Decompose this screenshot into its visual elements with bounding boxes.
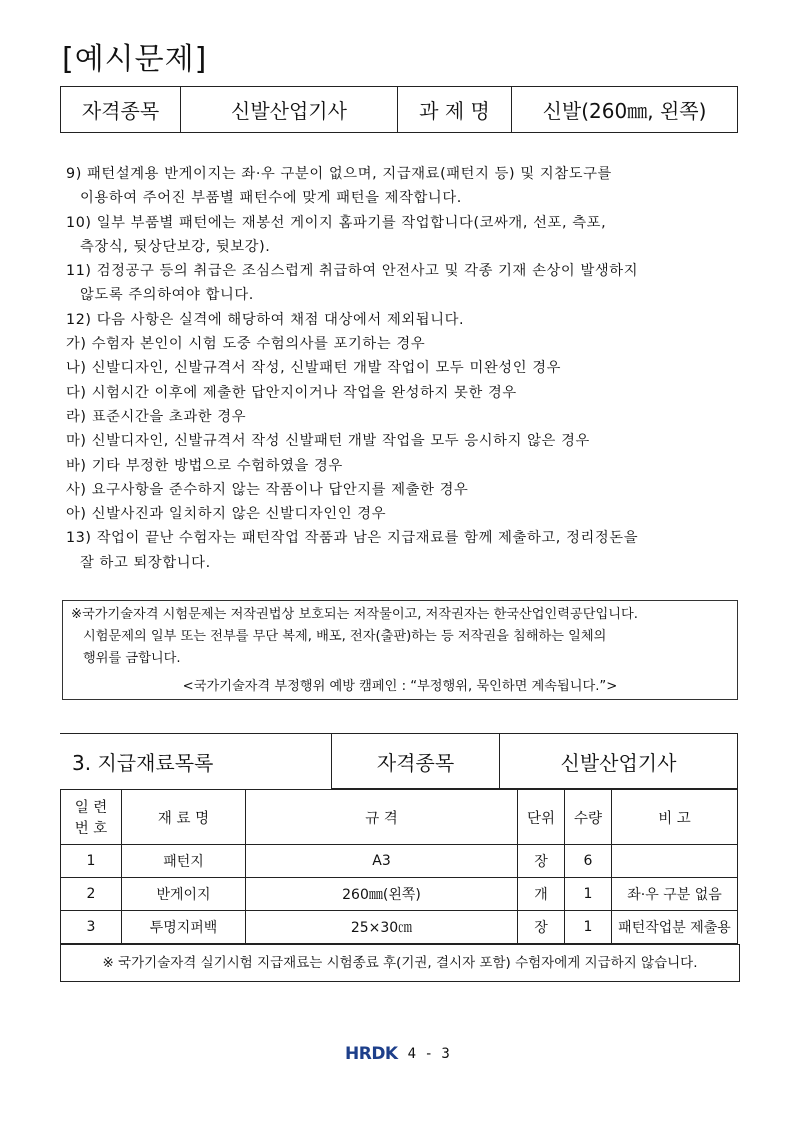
cell-name: 패턴지 bbox=[122, 845, 246, 878]
instruction-line: 가) 수험자 본인이 시험 도중 수험의사를 포기하는 경우 bbox=[66, 336, 426, 353]
materials-notice: ※ 국가기술자격 실기시험 지급재료는 시험종료 후(기권, 결시자 포함) 수험자에게 지급하지 않습니다. bbox=[60, 944, 740, 982]
materials-section-title: 3. 지급재료목록 bbox=[60, 734, 332, 789]
materials-header bbox=[60, 733, 738, 789]
instruction-line: 9) 패턴설계용 반게이지는 좌·우 구분이 없으며, 지급재료(패턴지 등) 및 지참도구를 bbox=[66, 166, 612, 182]
task-value: 신발(260㎜, 왼쪽) bbox=[512, 87, 738, 133]
column-header-name: 재 료 명 bbox=[122, 790, 246, 845]
table-row bbox=[61, 845, 738, 878]
qualification-value: 신발산업기사 bbox=[181, 87, 398, 133]
qualification-label: 자격종목 bbox=[61, 87, 181, 133]
materials-table bbox=[60, 789, 738, 944]
cell-note: 패턴작업분 제출용 bbox=[612, 911, 738, 944]
instruction-line: 사) 요구사항을 준수하지 않는 작품이나 답안지를 제출한 경우 bbox=[66, 481, 469, 498]
copyright-line: 시험문제의 일부 또는 전부를 무단 복제, 배포, 전자(출판)하는 등 저작권을 침해하는 일체의 bbox=[83, 629, 607, 644]
cell-unit: 장 bbox=[518, 911, 565, 944]
instruction-line: 11) 검정공구 등의 취급은 조심스럽게 취급하여 안전사고 및 각종 기재 손상이 발생하지 bbox=[66, 263, 639, 280]
page-title: [예시문제] bbox=[62, 42, 208, 77]
cell-qty: 1 bbox=[565, 911, 612, 944]
cell-qty: 1 bbox=[565, 878, 612, 911]
instruction-line: 마) 신발디자인, 신발규격서 작성 신발패턴 개발 작업을 모두 응시하지 않은 경우 bbox=[66, 433, 590, 450]
instruction-line: 바) 기타 부정한 방법으로 수험하였을 경우 bbox=[66, 457, 343, 474]
cell-no: 2 bbox=[61, 878, 122, 911]
cell-qty: 6 bbox=[565, 845, 612, 878]
cell-spec: 25×30㎝ bbox=[246, 911, 518, 944]
instruction-line: 10) 일부 부품별 패턴에는 재봉선 게이지 홈파기를 작업합니다(코싸개, 선포, 측포, bbox=[66, 214, 607, 231]
column-header-spec: 규 격 bbox=[246, 790, 518, 845]
table-row bbox=[61, 878, 738, 911]
cell-no: 3 bbox=[61, 911, 122, 944]
materials-qualification-value: 신발산업기사 bbox=[500, 734, 738, 789]
copyright-line: 행위를 금합니다. bbox=[83, 651, 181, 666]
instruction-line: 않도록 주의하여야 합니다. bbox=[80, 287, 254, 304]
cell-unit: 개 bbox=[518, 878, 565, 911]
copyright-notice bbox=[62, 600, 738, 700]
column-header-qty: 수량 bbox=[565, 790, 612, 845]
cell-no: 1 bbox=[61, 845, 122, 878]
instruction-line: 이용하여 주어진 부품별 패턴수에 맞게 패턴을 제작합니다. bbox=[80, 190, 462, 207]
instruction-line: 나) 신발디자인, 신발규격서 작성, 신발패턴 개발 작업이 모두 미완성인 경우 bbox=[66, 360, 562, 377]
cell-name: 투명지퍼백 bbox=[122, 911, 246, 944]
instruction-line: 12) 다음 사항은 실격에 해당하여 채점 대상에서 제외됩니다. bbox=[66, 311, 465, 328]
instruction-line: 라) 표준시간을 초과한 경우 bbox=[66, 408, 247, 425]
cell-spec: 260㎜(왼쪽) bbox=[246, 878, 518, 911]
column-header-no-line: 일 련 bbox=[74, 800, 108, 816]
copyright-line: ※국가기술자격 시험문제는 저작권법상 보호되는 저작물이고, 저작권자는 한국산업인력공단입니다. bbox=[71, 607, 638, 622]
cell-unit: 장 bbox=[518, 845, 565, 878]
instructions bbox=[66, 162, 756, 575]
page-footer bbox=[345, 1044, 450, 1064]
column-header-no bbox=[61, 790, 122, 845]
instruction-line: 잘 하고 퇴장합니다. bbox=[80, 554, 211, 571]
column-header-unit: 단위 bbox=[518, 790, 565, 845]
exam-header-table bbox=[60, 86, 738, 133]
column-header-note: 비 고 bbox=[612, 790, 738, 845]
campaign-slogan: <국가기술자격 부정행위 예방 캠페인 : “부정행위, 묵인하면 계속됩니다.”> bbox=[182, 679, 618, 694]
hrdk-logo: HRDK bbox=[345, 1044, 398, 1064]
instruction-line: 다) 시험시간 이후에 제출한 답안지이거나 작업을 완성하지 못한 경우 bbox=[66, 384, 517, 401]
cell-note bbox=[612, 845, 738, 878]
cell-note: 좌·우 구분 없음 bbox=[612, 878, 738, 911]
instruction-line: 아) 신발사진과 일치하지 않은 신발디자인인 경우 bbox=[66, 506, 387, 523]
column-header-no-line: 번 호 bbox=[74, 821, 108, 837]
instruction-line: 측장식, 뒷상단보강, 뒷보강). bbox=[80, 238, 271, 255]
task-label: 과 제 명 bbox=[398, 87, 512, 133]
instruction-line: 13) 작업이 끝난 수험자는 패턴작업 작품과 남은 지급재료를 함께 제출하고, 정리정돈을 bbox=[66, 530, 639, 547]
page-number: 4 - 3 bbox=[407, 1046, 450, 1062]
cell-spec: A3 bbox=[246, 845, 518, 878]
table-row bbox=[61, 911, 738, 944]
cell-name: 반게이지 bbox=[122, 878, 246, 911]
materials-qualification-label: 자격종목 bbox=[332, 734, 500, 789]
table-header-row bbox=[61, 790, 738, 845]
